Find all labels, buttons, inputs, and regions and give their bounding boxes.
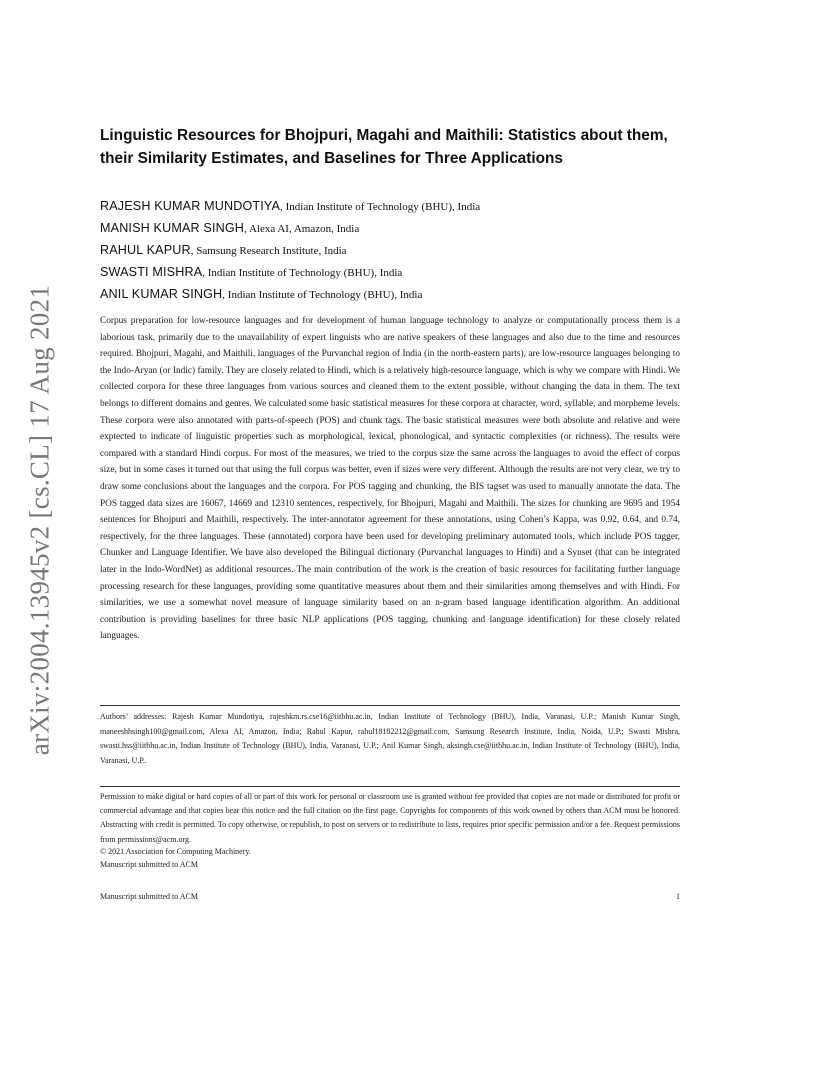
divider	[100, 705, 680, 706]
author-list	[100, 195, 700, 305]
author-name: SWASTI MISHRA	[100, 265, 203, 279]
paper-title: Linguistic Resources for Bhojpuri, Magahi and Maithili: Statistics about them, their Similarity Estimates, and Baselines for Three Applications	[100, 127, 668, 167]
author-entry	[100, 195, 700, 217]
authors-addresses: Authors’ addresses: Rajesh Kumar Mundotiya, rajeshkm.rs.cse16@iitbhu.ac.in, Indian Institute of Technology (BHU), India, Varanasi, U.P.; Manish Kumar Singh, maneeshhsingh100@gmail.com, Alexa AI, Amazon, India; Rahul Kapur, rahul18182212@gmail.com, Samsung Research Institute, India, Noida, U.P.; Swasti Mishra, swasti.hss@iitbhu.ac.in, Indian Institute of Technology (BHU), India, Varanasi, U.P.; Anil Kumar Singh, aksingh.cse@iitbhu.ac.in, Indian Institute of Technology (BHU), India, Varanasi, U.P..	[100, 712, 680, 765]
footer-text: Manuscript submitted to ACM	[100, 892, 198, 901]
author-entry	[100, 283, 700, 305]
author-name: RAHUL KAPUR	[100, 243, 191, 257]
author-name: RAJESH KUMAR MUNDOTIYA	[100, 199, 281, 213]
author-affiliation: , Samsung Research Institute, India	[190, 245, 347, 257]
copyright-notice: © 2021 Association for Computing Machinery.	[100, 847, 251, 856]
author-entry	[100, 217, 700, 239]
divider	[100, 786, 680, 787]
arxiv-sidebar	[20, 280, 60, 760]
page-footer	[100, 891, 680, 903]
author-entry	[100, 239, 700, 261]
author-affiliation: , Indian Institute of Technology (BHU), India	[222, 289, 423, 301]
author-affiliation: , Indian Institute of Technology (BHU), India	[202, 267, 403, 279]
author-affiliation: , Indian Institute of Technology (BHU), India	[280, 201, 481, 213]
page-number: 1	[676, 892, 680, 901]
arxiv-identifier: arXiv:2004.13945v2 [cs.CL] 17 Aug 2021	[24, 284, 55, 756]
author-name: MANISH KUMAR SINGH	[100, 221, 245, 235]
abstract: Corpus preparation for low-resource languages and for development of human language technology to analyze or computationally process them is a laborious task, primarily due to the unavailability of expert linguists who are native speakers of these languages and also due to the time and resources required. Bhojpuri, Magahi, and Maithili, languages of the Purvanchal region of India (in the north-eastern parts), are low-resource languages belonging to the Indo-Aryan (or Indic) family. They are closely related to Hindi, which is a relatively high-resource language, which is why we compare with Hindi. We collected corpora for these three languages from various sources and cleaned them to the extent possible, without changing the data in them. The text belongs to different domains and genres. We calculated some basic statistical measures for these corpora at character, word, syllable, and morpheme levels. These corpora were also annotated with parts-of-speech (POS) and chunk tags. The basic statistical measures were both absolute and relative and were exptected to indicate of linguistic properties such as morphological, lexical, phonological, and syntactic complexities (or richness). The results were compared with a standard Hindi corpus. For most of the measures, we tried to the corpus size the same across the languages to avoid the effect of corpus size, but in some cases it turned out that using the full corpus was better, even if sizes were very different. Although the results are not very clear, we try to draw some conclusions about the languages and the corpora. For POS tagging and chunking, the BIS tagset was used to manually annotate the data. The POS tagged data sizes are 16067, 14669 and 12310 sentences, respectively, for Bhojpuri, Magahi and Maithili. The sizes for chunking are 9695 and 1954 sentences for Bhojpuri and Maithili, respectively. The inter-annotator agreement for these annotations, using Cohen’s Kappa, was 0.92, 0.64, and 0.74, respectively, for the three languages. These (annotated) corpora have been used for developing preliminary automated tools, which include POS tagger, Chunker and Language Identifier. We have also developed the Bilingual dictionary (Purvanchal languages to Hindi) and a Synset (that can be integrated later in the Indo-WordNet) as additional resources. The main contribution of the work is the creation of basic resources for facilitating further language processing research for these languages, providing some quantitative measures about them and their similarities among themselves and with Hindi. For similarities, we use a somewhat novel measure of language similarity based on an n-gram based language identification algorithm. An additional contribution is providing baselines for three basic NLP applications (POS tagging, chunking and language identification) for these closely related languages.	[100, 316, 680, 642]
author-entry	[100, 261, 700, 283]
manuscript-note: Manuscript submitted to ACM	[100, 860, 198, 869]
permission-notice: Permission to make digital or hard copies of all or part of this work for personal or classroom use is granted without fee provided that copies are not made or distributed for profit or commercial advantage and that copies bear this notice and the full citation on the first page. Copyrights for components of this work owned by others than ACM must be honored. Abstracting with credit is permitted. To copy otherwise, or republish, to post on servers or to redistribute to lists, requires prior specific permission and/or a fee. Request permissions from permissions@acm.org.	[100, 792, 680, 844]
author-name: ANIL KUMAR SINGH	[100, 287, 223, 301]
author-affiliation: , Alexa AI, Amazon, India	[244, 223, 360, 235]
